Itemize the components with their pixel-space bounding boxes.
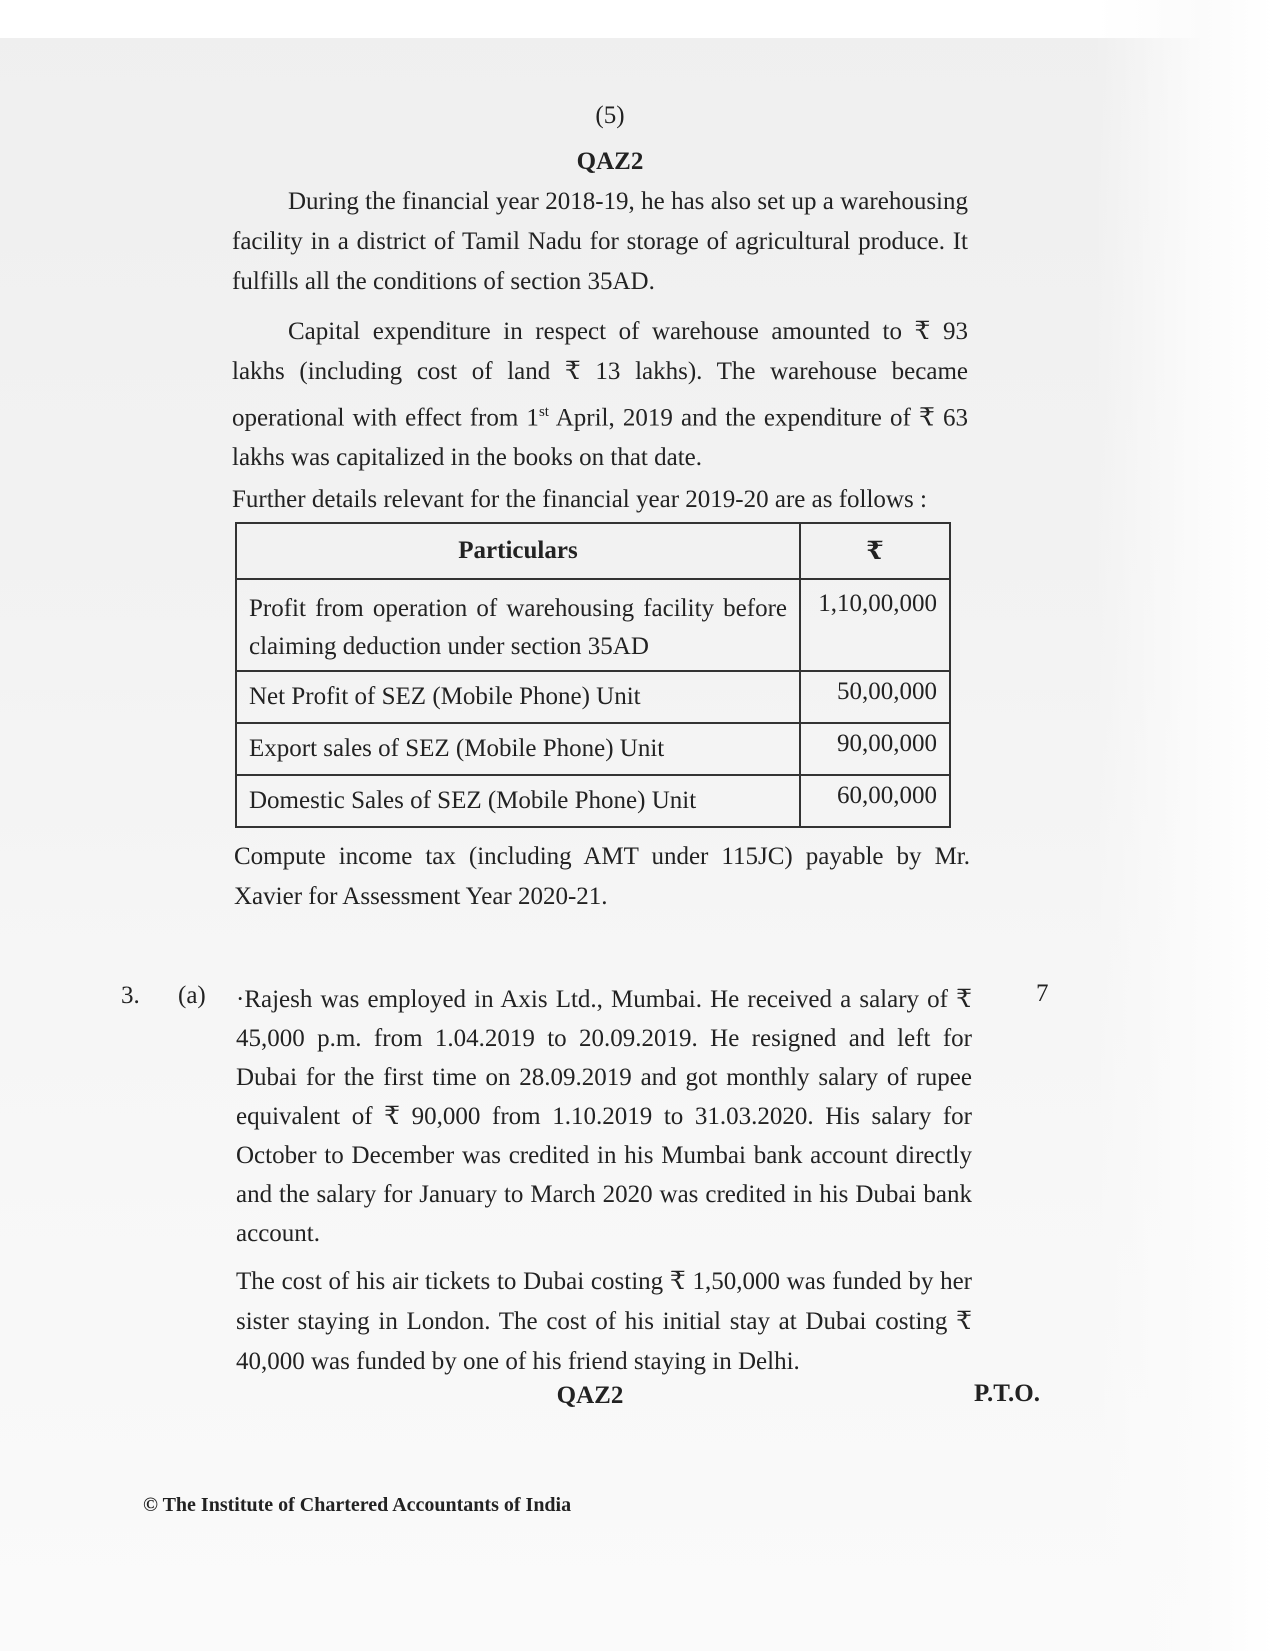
table-row [236, 579, 950, 671]
table-row [236, 723, 950, 775]
question-marks: 7 [1036, 980, 1049, 1007]
row-particular: Net Profit of SEZ (Mobile Phone) Unit [236, 671, 800, 723]
row-amount: 50,00,000 [800, 671, 950, 723]
table-row [236, 671, 950, 723]
row-amount: 90,00,000 [800, 723, 950, 775]
question-subpart: (a) [178, 982, 206, 1009]
compute-instruction: Compute income tax (including AMT under 115JC) payable by Mr. Xavier for Assessment Year 2020-21. [234, 843, 970, 910]
capex-text-end: April, 2019 and the expenditure of ₹ 63 lakhs was capitalized in the books on that date. [232, 404, 968, 472]
table-header-row [236, 523, 950, 579]
ordinal-suffix: st [538, 404, 549, 420]
row-particular: Export sales of SEZ (Mobile Phone) Unit [236, 723, 800, 775]
paragraph-capital-expenditure [232, 312, 968, 478]
header-amount: ₹ [800, 523, 950, 579]
row-particular: Domestic Sales of SEZ (Mobile Phone) Unit [236, 775, 800, 827]
table-row [236, 775, 950, 827]
paper-code-header: QAZ2 [576, 148, 644, 175]
header-particulars: Particulars [236, 523, 800, 579]
paragraph-further-details: Further details relevant for the financial year 2019-20 are as follows : [232, 486, 927, 513]
scan-margin-top [0, 0, 1275, 38]
question-3a-text: ·Rajesh was employed in Axis Ltd., Mumbai. He received a salary of ₹ 45,000 p.m. from 1.04.2019 to 20.09.2019. He resigned and left for Dubai for the first time on 28.09.2019 and got monthly salary of rupee equivalent of ₹ 90,000 from 1.10.2019 to 31.03.2020. His salary for October to December was credited in his Mumbai bank account directly and the salary for January to March 2020 was credited in his Dubai bank account. [236, 986, 972, 1247]
row-amount: 1,10,00,000 [800, 579, 950, 671]
paper-code-footer: QAZ2 [556, 1382, 624, 1409]
details-table [235, 522, 951, 828]
page-number: (5) [595, 102, 625, 129]
row-amount: 60,00,000 [800, 775, 950, 827]
copyright-notice: © The Institute of Chartered Accountants of India [143, 1494, 572, 1516]
question-number: 3. [121, 982, 140, 1009]
pto-label: P.T.O. [974, 1380, 1040, 1407]
paragraph-warehousing: During the financial year 2018-19, he has also set up a warehousing facility in a district of Tamil Nadu for storage of agricultural produce. It fulfills all the conditions of section 35AD. [232, 188, 968, 295]
row-particular: Profit from operation of warehousing facility before claiming deduction under section 35AD [236, 579, 800, 671]
question-3a-text-continued: The cost of his air tickets to Dubai costing ₹ 1,50,000 was funded by her sister staying in London. The cost of his initial stay at Dubai costing ₹ 40,000 was funded by one of his friend staying in Delhi. [236, 1268, 972, 1375]
capex-text-start: Capital expenditure in respect of warehouse amounted to ₹ 93 lakhs (including cost of land ₹ 13 lakhs). The warehouse became operational with effect from 1 [232, 318, 968, 432]
